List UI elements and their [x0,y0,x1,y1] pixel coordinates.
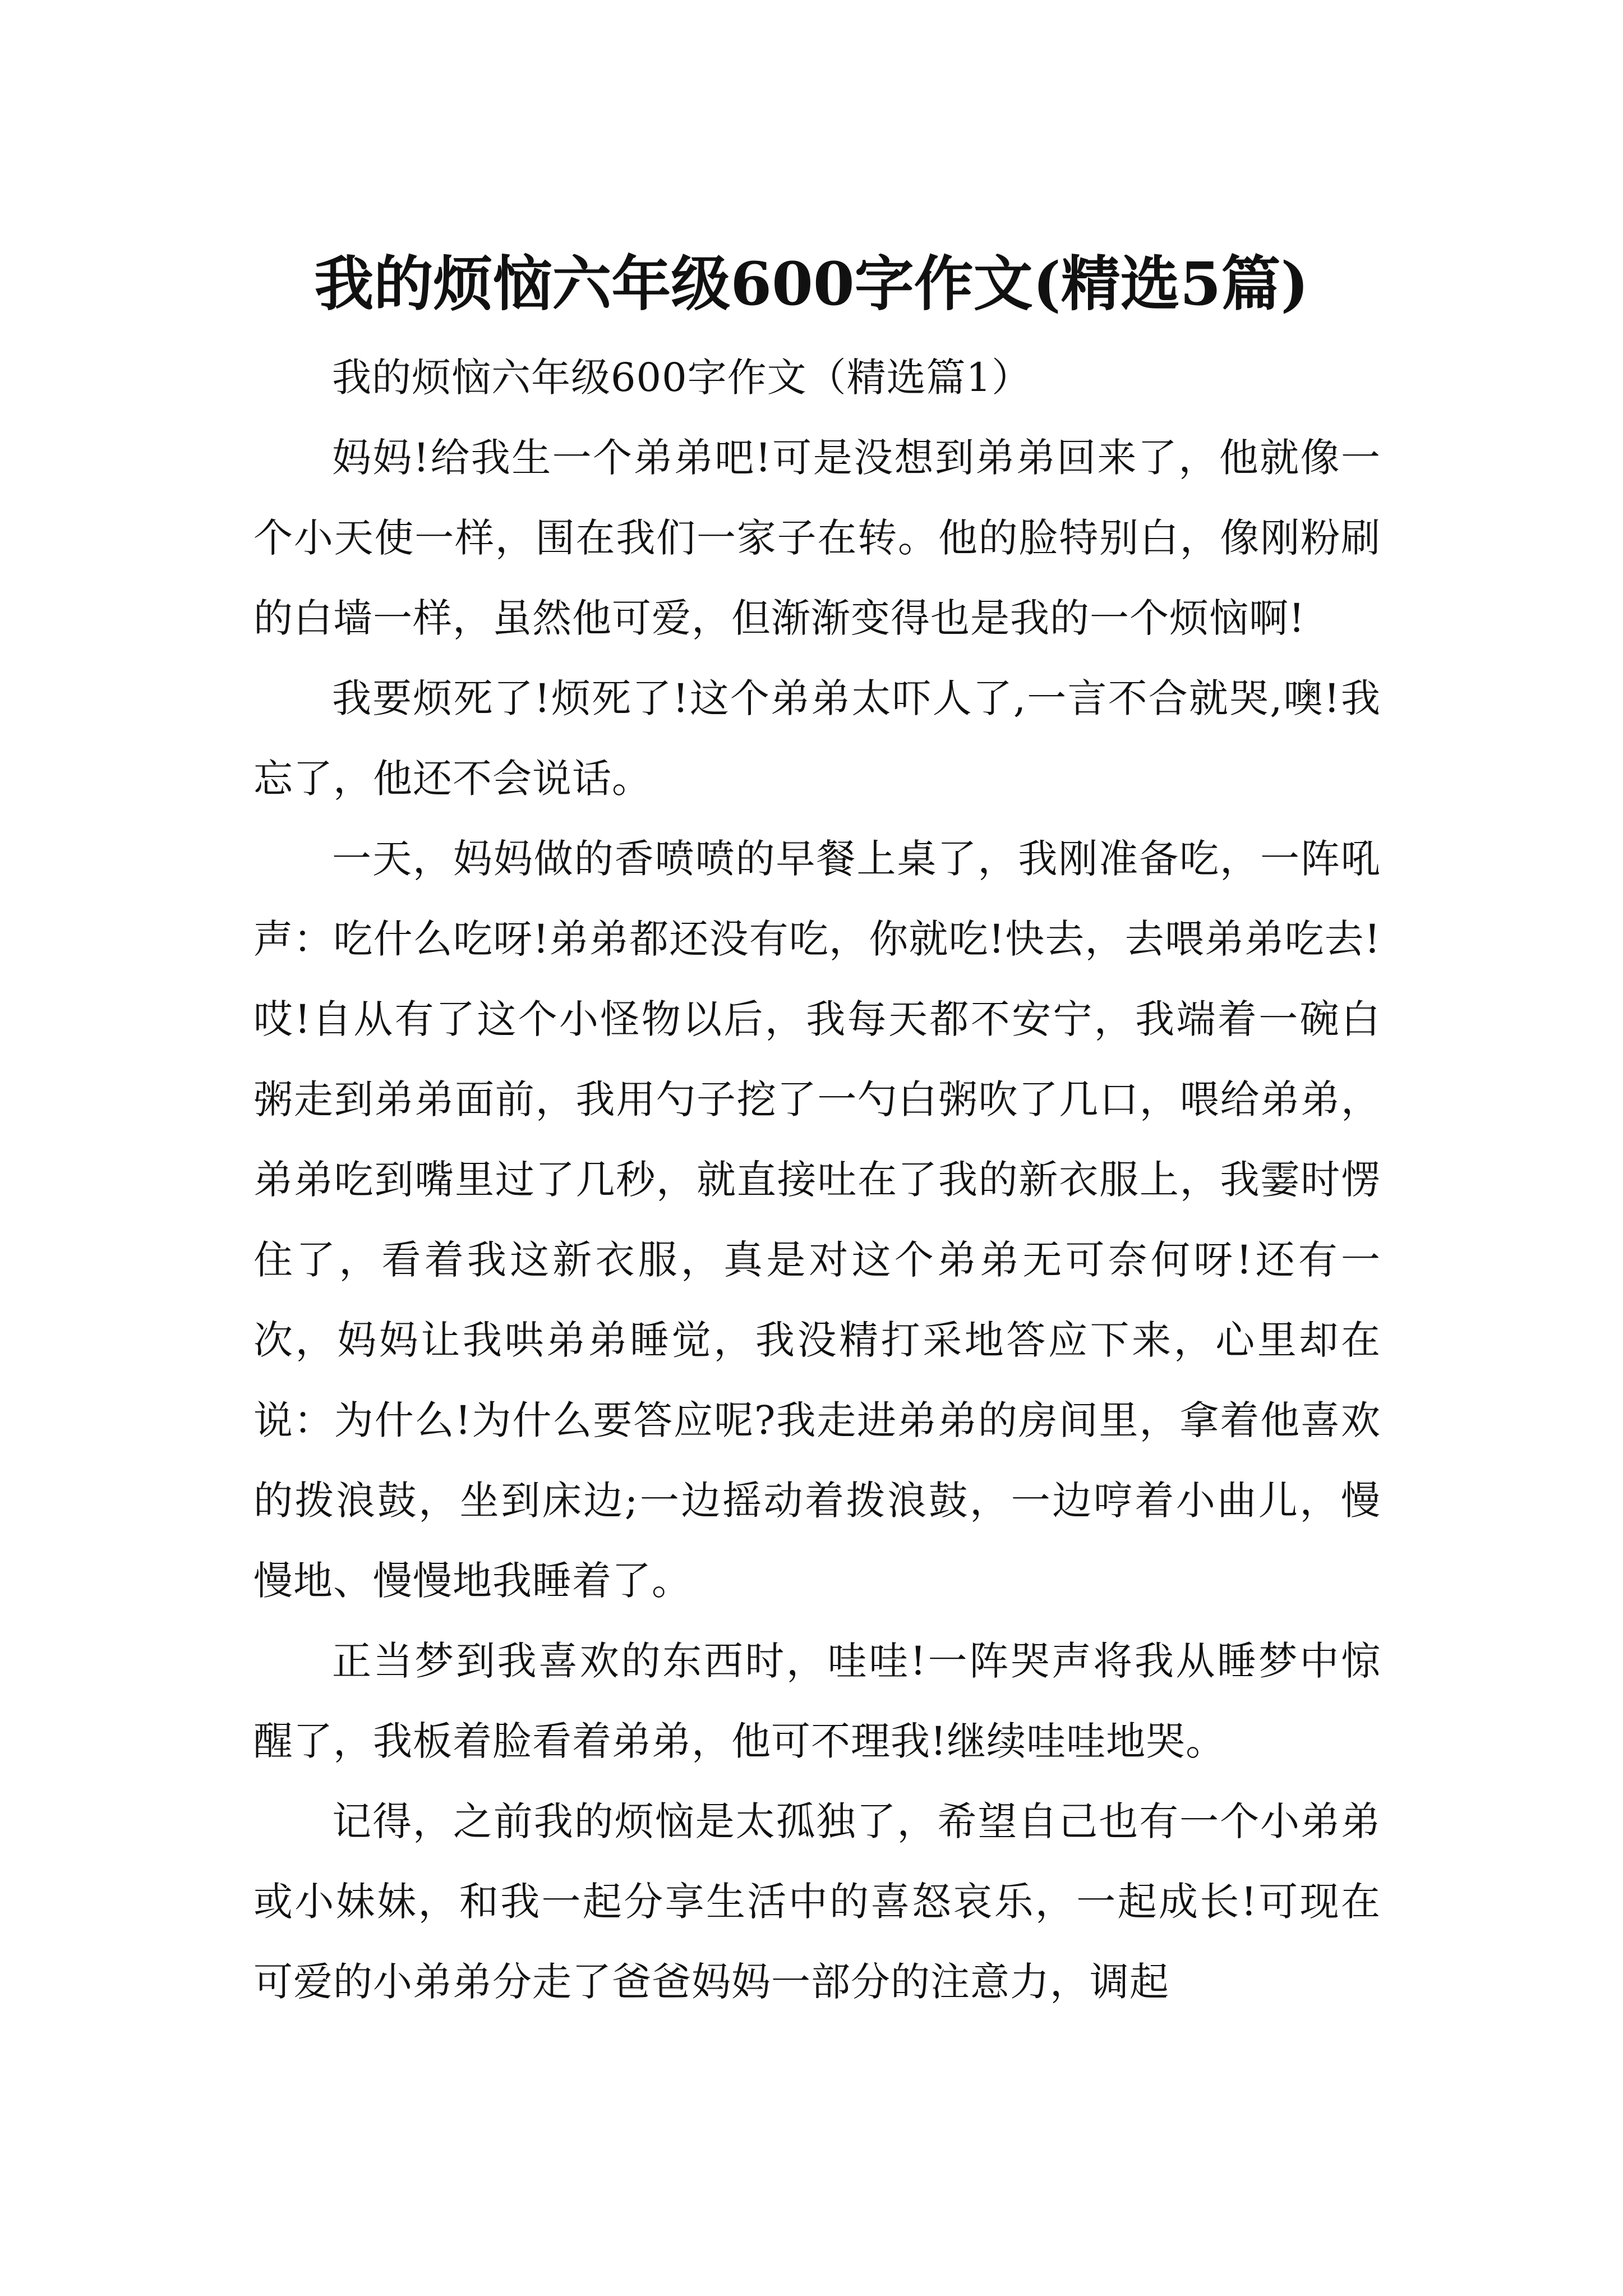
paragraph: 一天，妈妈做的香喷喷的早餐上桌了，我刚准备吃，一阵吼声：吃什么吃呀!弟弟都还没有吃，你就吃!快去，去喂弟弟吃去!哎!自从有了这个小怪物以后，我每天都不安宁，我端着一碗白粥走到弟弟面前，我用勺子挖了一勺白粥吹了几口，喂给弟弟，弟弟吃到嘴里过了几秒，就直接吐在了我的新衣服上，我霎时愣住了，看着我这新衣服，真是对这个弟弟无可奈何呀!还有一次，妈妈让我哄弟弟睡觉，我没精打采地答应下来，心里却在说：为什么!为什么要答应呢?我走进弟弟的房间里，拿着他喜欢的拨浪鼓，坐到床边;一边摇动着拨浪鼓，一边哼着小曲儿，慢慢地、慢慢地我睡着了。 [253,836,1381,1604]
document-title: 我的烦恼六年级600字作文(精选5篇) [314,249,1309,319]
paragraph: 我要烦死了!烦死了!这个弟弟太吓人了,一言不合就哭,噢!我忘了，他还不会说话。 [253,675,1381,802]
document-body [253,338,1381,2022]
paragraph: 正当梦到我喜欢的东西时，哇哇!一阵哭声将我从睡梦中惊醒了，我板着脸看着弟弟，他可不理我!继续哇哇地哭。 [253,1638,1381,1764]
section-heading: 我的烦恼六年级600字作文（精选篇1） [332,355,1032,401]
paragraph: 记得，之前我的烦恼是太孤独了，希望自己也有一个小弟弟或小妹妹，和我一起分享生活中的喜怒哀乐，一起成长!可现在可爱的小弟弟分走了爸爸妈妈一部分的注意力，调起 [253,1798,1381,2005]
paragraph: 妈妈!给我生一个弟弟吧!可是没想到弟弟回来了，他就像一个小天使一样，围在我们一家子在转。他的脸特别白，像刚粉刷的白墙一样，虽然他可爱，但渐渐变得也是我的一个烦恼啊! [253,435,1381,641]
